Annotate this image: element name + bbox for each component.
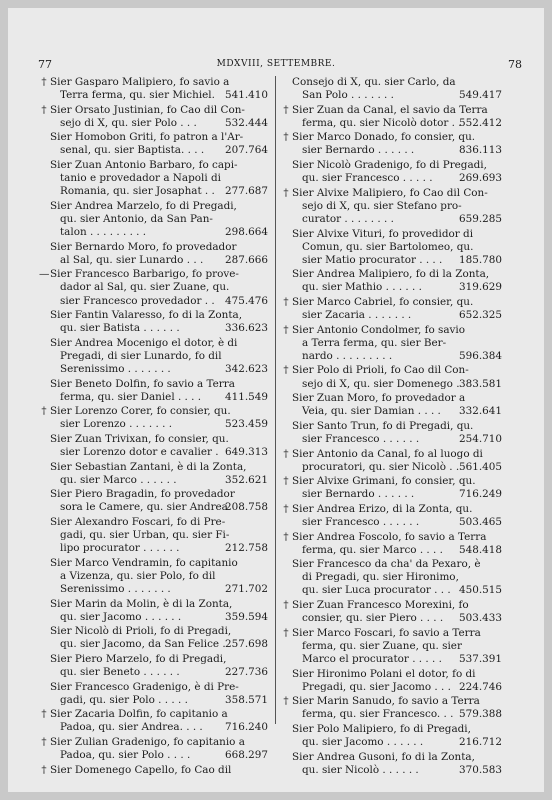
senator-entry (39, 268, 268, 307)
entry-line: Sier Andrea Malipiero, fo di la Zonta, (292, 268, 490, 281)
entry-value: 716.240 (225, 721, 268, 734)
senator-entry (50, 598, 268, 624)
entry-line: Sier Santo Trun, fo di Pregadi, qu. (292, 419, 474, 432)
entry-line: Sier Beneto Dolfin, fo savio a Terra (50, 377, 235, 390)
entry-mark: † (283, 364, 289, 377)
entry-line: tanio e provedador a Napoli di (60, 172, 221, 185)
entry-value: 257.698 (225, 638, 268, 651)
entry-value: 668.297 (225, 749, 268, 762)
entry-line: sier Lorenzo dotor e cavalier . (60, 446, 219, 459)
entry-line: qu. sier Antonio, da San Pan- (60, 212, 213, 225)
senator-entry (50, 681, 268, 707)
entry-line: Sier Marin Sanudo, fo savio a Terra (292, 695, 480, 708)
entry-line: Sier Alexandro Foscari, fo di Pre- (50, 516, 226, 528)
senator-entry (283, 131, 502, 157)
entry-value: 552.412 (459, 116, 502, 129)
entry-line: Serenissimo . . . . . . . (60, 362, 171, 375)
senator-entry (283, 447, 502, 474)
entry-value: 450.515 (459, 584, 502, 597)
senator-entry (50, 337, 268, 376)
entry-line: qu. sier Jacomo . . . . . . (302, 736, 424, 748)
senator-entry (50, 131, 268, 157)
entry-value: 271.702 (225, 582, 268, 595)
entry-value: 541.410 (225, 89, 268, 102)
entry-line: San Polo . . . . . . . (302, 89, 394, 102)
entry-line: Sier Andrea Gusoni, fo di la Zonta, (292, 750, 475, 763)
entry-value: 254.710 (459, 432, 502, 445)
entry-mark: — (39, 268, 50, 281)
entry-line: Sier Zuan Trivixan, fo consier, qu. (50, 432, 229, 445)
entry-line: Sier Hironimo Polani el dotor, fo di (292, 667, 476, 680)
entry-line: dador al Sal, qu. sier Zuane, qu. (60, 281, 230, 294)
entry-line: Sier Francesco Barbarigo, fo prove- (50, 268, 239, 281)
entry-value: 227.736 (225, 666, 268, 679)
senator-entry (292, 159, 502, 185)
entry-line: Sier Sebastian Zantani, è di la Zonta, (50, 460, 247, 473)
running-title: MDXVIII, SETTEMBRE. (216, 59, 336, 69)
entry-mark: † (41, 103, 47, 116)
entry-line: sejo di X, qu. sier Stefano pro- (302, 199, 462, 212)
entry-line: Sier Marco Cabriel, fo consier, qu. (292, 296, 474, 308)
entry-line: Comun, qu. sier Bartolomeo, qu. (302, 240, 474, 253)
entry-mark: † (283, 502, 289, 515)
entry-line: qu. sier Beneto . . . . . . (60, 666, 180, 679)
entry-value: 503.433 (459, 612, 502, 625)
entry-line: Sier Piero Bragadin, fo provedador (50, 488, 235, 501)
entry-line: Terra ferma, qu. sier Michiel. (60, 89, 215, 102)
senator-entry (283, 475, 502, 501)
senator-entry (41, 736, 268, 762)
senator-entry (283, 364, 502, 390)
entry-value: 659.285 (459, 212, 502, 225)
entry-value: 212.758 (225, 542, 268, 555)
entry-line: Sier Homobon Griti, fo patron a l'Ar- (50, 131, 244, 144)
senator-entry (292, 420, 502, 446)
senator-entry (292, 558, 502, 597)
entry-line: sier Francesco provedador . . (60, 294, 215, 307)
entry-value: 475.476 (225, 294, 268, 307)
entry-line: sier Lorenzo . . . . . . . (60, 418, 173, 431)
senator-entry (292, 392, 502, 418)
entry-mark: † (41, 76, 47, 88)
senator-entry (283, 626, 502, 666)
entry-value: 548.418 (459, 543, 502, 556)
entry-line: ferma, qu. sier Daniel . . . . (60, 390, 202, 403)
book-page (8, 8, 544, 792)
entry-line: Sier Zuan da Canal, el savio da Terra (292, 103, 488, 116)
entry-line: gadi, qu. sier Urban, qu. sier Fi- (60, 529, 230, 542)
senator-entry (50, 488, 268, 514)
entry-line: Pregadi, qu. sier Jacomo . . . (302, 680, 451, 693)
entry-line: ferma, qu. sier Nicolò dotor . . (302, 116, 462, 129)
column-divider (275, 76, 276, 724)
entry-line: Sier Andrea Marzelo, fo di Pregadi, (50, 199, 237, 212)
entry-value: 277.687 (225, 185, 268, 198)
entry-line: ferma, qu. sier Francesco. . . (302, 708, 454, 721)
senator-entry (41, 405, 268, 431)
entry-line: qu. sier Batista . . . . . . (60, 322, 180, 335)
entry-line: senal, qu. sier Baptista. . . . (60, 144, 205, 157)
entry-line: al Sal, qu. sier Lunardo . . . (60, 253, 204, 266)
entry-line: qu. sier Nicolò . . . . . . (302, 763, 419, 776)
entry-value: 208.758 (225, 501, 268, 514)
entry-line: Sier Antonio da Canal, fo al luogo di (292, 447, 483, 460)
entry-value: 319.629 (459, 281, 502, 294)
entry-value: 649.313 (225, 446, 268, 459)
entry-value: 716.249 (459, 488, 502, 501)
senator-entry (292, 723, 502, 749)
entry-line: Padoa, qu. sier Andrea. . . . (60, 721, 203, 734)
entry-line: sier Francesco . . . . . . (302, 432, 420, 445)
entry-line: Pregadi, di sier Lunardo, fo dil (60, 349, 222, 362)
entry-line: Sier Andrea Mocenigo el dotor, è di (50, 336, 238, 349)
entry-line: qu. sier Marco . . . . . . (60, 473, 177, 486)
entry-line: qu. sier Luca procurator . . . (302, 584, 451, 597)
entry-line: sier Bernardo . . . . . . (302, 144, 415, 157)
entry-line: Sier Gasparo Malipiero, fo savio a (50, 76, 230, 88)
entry-value: 383.581 (459, 377, 502, 390)
senator-entry (283, 502, 502, 529)
entry-line: a Vizenza, qu. sier Polo, fo dil (60, 569, 216, 582)
entry-line: ferma, qu. sier Marco . . . . (302, 543, 443, 556)
entry-value: 523.459 (225, 418, 268, 431)
entry-mark: † (41, 405, 47, 418)
senator-entry (283, 599, 502, 625)
senator-entry (292, 668, 502, 694)
entry-line: Sier Piero Marzelo, fo di Pregadi, (50, 652, 227, 665)
entry-line: Sier Orsato Justinian, fo Cao dil Con- (50, 103, 245, 116)
senator-entry (283, 296, 502, 322)
entry-line: Sier Nicolò di Prioli, fo di Pregadi, (50, 625, 232, 638)
entry-line: Sier Andrea Foscolo, fo savio a Terra (292, 530, 487, 543)
senator-entry (50, 653, 268, 679)
entry-line: lipo procurator . . . . . . (60, 542, 180, 555)
senator-entry (50, 159, 268, 198)
senator-entry (50, 309, 268, 335)
entry-mark: † (283, 530, 289, 543)
entry-line: Serenissimo . . . . . . . (60, 582, 171, 595)
senator-entry (50, 200, 268, 239)
entry-value: 503.465 (459, 516, 502, 528)
entry-line: di Pregadi, qu. sier Hironimo, (302, 571, 459, 584)
entry-line: Sier Zulian Gradenigo, fo capitanio a (50, 736, 245, 748)
entry-line: sier Zacaria . . . . . . . (302, 309, 412, 322)
entry-line: Sier Marco Foscari, fo savio a Terra (292, 626, 481, 639)
senator-entry (283, 695, 502, 721)
senator-entry (50, 516, 268, 555)
entry-line: Sier Nicolò Gradenigo, fo di Pregadi, (292, 159, 487, 172)
entry-value: 652.325 (459, 309, 502, 322)
entry-line: Sier Domenego Capello, fo Cao dil (50, 763, 232, 776)
entry-line: Sier Polo Malipiero, fo di Pregadi, (292, 722, 471, 735)
entry-line: talon . . . . . . . . . (60, 226, 147, 239)
entry-value: 532.444 (225, 116, 268, 129)
entry-line: qu. sier Jacomo, da San Felice . (60, 638, 226, 651)
entry-line: ferma, qu. sier Zuane, qu. sier (302, 639, 462, 652)
entry-value: 332.641 (459, 405, 502, 418)
entry-line: Sier Polo di Prioli, fo Cao dil Con- (292, 364, 469, 377)
left-column (39, 76, 268, 778)
senator-entry (292, 76, 502, 102)
entry-line: Veia, qu. sier Damian . . . . (302, 405, 441, 418)
entry-value: 370.583 (459, 763, 502, 776)
senator-entry (50, 461, 268, 487)
entry-value: 549.417 (459, 89, 502, 102)
entry-value: 352.621 (225, 473, 268, 486)
right-page-number: 78 (508, 58, 522, 71)
entry-value: 579.388 (459, 708, 502, 721)
entry-line: qu. sier Mathio . . . . . . (302, 281, 422, 294)
entry-mark: † (41, 763, 47, 776)
senator-entry (283, 323, 502, 363)
entry-mark: † (283, 323, 289, 336)
entry-mark: † (41, 736, 47, 748)
entry-mark: † (283, 103, 289, 116)
entry-line: Sier Zacaria Dolfin, fo capitanio a (50, 708, 228, 721)
entry-line: Padoa, qu. sier Polo . . . . (60, 749, 191, 762)
entry-mark: † (283, 447, 289, 460)
entry-value: 336.623 (225, 322, 268, 335)
entry-line: curator . . . . . . . . (302, 212, 394, 225)
entry-value: 359.594 (225, 610, 268, 623)
entry-line: Sier Francesco Gradenigo, è di Pre- (50, 680, 239, 693)
entry-value: 358.571 (225, 693, 268, 706)
entry-line: Sier Zuan Francesco Morexini, fo (292, 599, 469, 612)
entry-line: qu. sier Jacomo . . . . . . (60, 610, 182, 623)
senator-entry (41, 103, 268, 130)
senator-entry (283, 186, 502, 226)
entry-mark: † (283, 131, 289, 144)
entry-mark: † (283, 599, 289, 612)
senator-entry (50, 241, 268, 267)
entry-line: Sier Andrea Erizo, di la Zonta, qu. (292, 502, 473, 515)
entry-line: Sier Fantin Valaresso, fo di la Zonta, (50, 309, 242, 322)
entry-line: Sier Marco Donado, fo consier, qu. (292, 131, 476, 144)
entry-value: 596.384 (459, 349, 502, 362)
senator-entry (41, 76, 268, 102)
entry-line: Sier Bernardo Moro, fo provedador (50, 240, 237, 253)
entry-value: 298.664 (225, 226, 268, 239)
entry-line: Sier Antonio Condolmer, fo savio (292, 323, 466, 336)
entry-line: a Terra ferma, qu. sier Ber- (302, 336, 447, 349)
entry-value: 207.764 (225, 144, 268, 157)
senator-entry (50, 625, 268, 651)
entry-line: Consejo di X, qu. sier Carlo, da (292, 76, 456, 88)
entry-mark: † (283, 475, 289, 488)
entry-line: sier Bernardo . . . . . . (302, 488, 415, 501)
entry-value: 185.780 (459, 253, 502, 266)
entry-line: Sier Marco Vendramin, fo capitanio (50, 556, 238, 569)
entry-line: sier Francesco . . . . . . (302, 516, 420, 528)
entry-line: Sier Marin da Molin, è di la Zonta, (50, 597, 233, 610)
senator-entry (50, 378, 268, 404)
entry-value: 287.666 (225, 253, 268, 266)
entry-line: nardo . . . . . . . . . (302, 349, 393, 362)
entry-line: Sier Alvixe Vituri, fo provedidor di (292, 227, 474, 240)
entry-mark: † (283, 695, 289, 708)
entry-line: Sier Zuan Antonio Barbaro, fo capi- (50, 159, 238, 172)
entry-line: qu. sier Francesco . . . . . (302, 172, 433, 185)
entry-mark: † (283, 186, 289, 199)
left-page-number: 77 (38, 58, 52, 71)
entry-line: sejo di X, qu. sier Domenego . (302, 377, 460, 390)
senator-entry (41, 708, 268, 734)
senator-entry (50, 433, 268, 459)
entry-value: 411.549 (225, 390, 268, 403)
senator-entry (41, 763, 268, 777)
entry-value: 537.391 (459, 652, 502, 665)
entry-line: Sier Lorenzo Corer, fo consier, qu. (50, 405, 231, 418)
entry-value: 561.405 (459, 460, 502, 473)
entry-line: Sier Francesco da cha' da Pexaro, è (292, 558, 481, 571)
entry-line: Romania, qu. sier Josaphat . . (60, 185, 215, 198)
senator-entry (292, 751, 502, 777)
senator-entry (292, 228, 502, 267)
entry-line: Sier Alvixe Grimani, fo consier, qu. (292, 475, 476, 488)
entry-value: 836.113 (459, 144, 502, 157)
senator-entry (283, 103, 502, 130)
entry-mark: † (283, 626, 289, 639)
entry-value: 216.712 (459, 736, 502, 748)
right-column (283, 76, 502, 778)
senator-entry (50, 557, 268, 596)
entry-value: 269.693 (459, 172, 502, 185)
entry-mark: † (283, 296, 289, 308)
entry-value: 342.623 (225, 362, 268, 375)
entry-line: gadi, qu. sier Polo . . . . . (60, 693, 188, 706)
entry-line: sier Matio procurator . . . . (302, 253, 443, 266)
entry-mark: † (41, 708, 47, 721)
entry-value: 224.746 (459, 680, 502, 693)
entry-line: procuratori, qu. sier Nicolò . . (302, 460, 460, 473)
senator-entry (292, 268, 502, 294)
entry-line: sora le Camere, qu. sier Andrea (60, 501, 228, 514)
entry-line: sejo di X, qu. sier Polo . . . (60, 116, 197, 129)
senator-entry (283, 530, 502, 557)
entry-line: Sier Alvixe Malipiero, fo Cao dil Con- (292, 186, 488, 199)
entry-line: Marco el procurator . . . . . (302, 652, 442, 665)
entry-line: Sier Zuan Moro, fo provedador a (292, 392, 466, 405)
entry-line: consier, qu. sier Piero . . . . (302, 612, 444, 625)
